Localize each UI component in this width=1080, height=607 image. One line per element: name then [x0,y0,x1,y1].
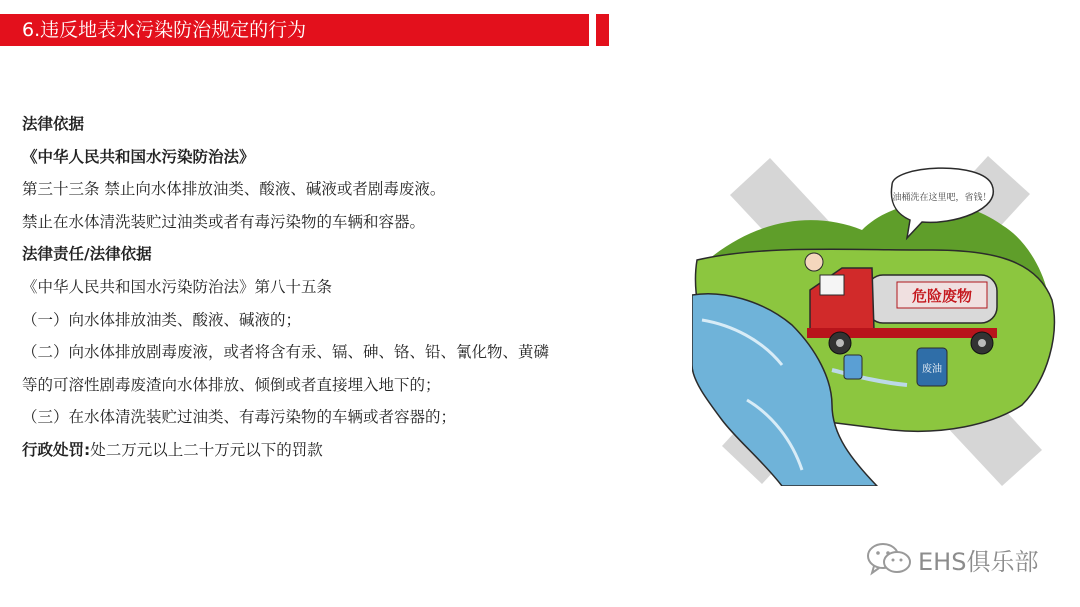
penalty-line [22,434,662,467]
law-title: 《中华人民共和国水污染防治法》 [22,147,255,166]
title-bar [0,14,589,46]
penalty-text: 处二万元以上二十万元以下的罚款 [90,440,323,459]
driver-head [805,253,823,271]
speech-bubble-text: 油桶洗在这里吧，省钱！ [892,193,992,203]
hazardous-waste-sign: 危险废物 [911,287,973,305]
clause-2-line-1: （二）向水体排放剧毒废液，或者将含有汞、镉、砷、铬、铅、氰化物、黄磷 [22,343,550,362]
section-heading-liability: 法律责任/法律依据 [22,245,152,264]
pollution-illustration [692,150,1067,486]
penalty-label: 行政处罚: [22,440,91,459]
page-title: 6.违反地表水污染防治规定的行为 [22,19,307,41]
watermark-text: EHS俱乐部 [918,547,1039,576]
wechat-icon [866,542,912,576]
clause-1: （一）向水体排放油类、酸液、碱液的； [22,310,302,329]
legal-text-block [22,108,662,467]
watermark [866,539,1038,579]
clause-3: （三）在水体清洗装贮过油类、有毒污染物的车辆或者容器的； [22,408,457,427]
barrel-label: 废油 [922,364,942,375]
article-33-line-1: 第三十三条 禁止向水体排放油类、酸液、碱液或者剧毒废液。 [22,180,446,199]
article-33-line-2: 禁止在水体清洗装贮过油类或者有毒污染物的车辆和容器。 [22,212,426,231]
clause-2-line-2: 等的可溶性剧毒废渣向水体排放、倾倒或者直接埋入地下的； [22,375,441,394]
title-accent-block [596,14,609,46]
section-heading-legal-basis: 法律依据 [22,115,85,133]
article-85-title: 《中华人民共和国水污染防治法》第八十五条 [22,277,333,296]
